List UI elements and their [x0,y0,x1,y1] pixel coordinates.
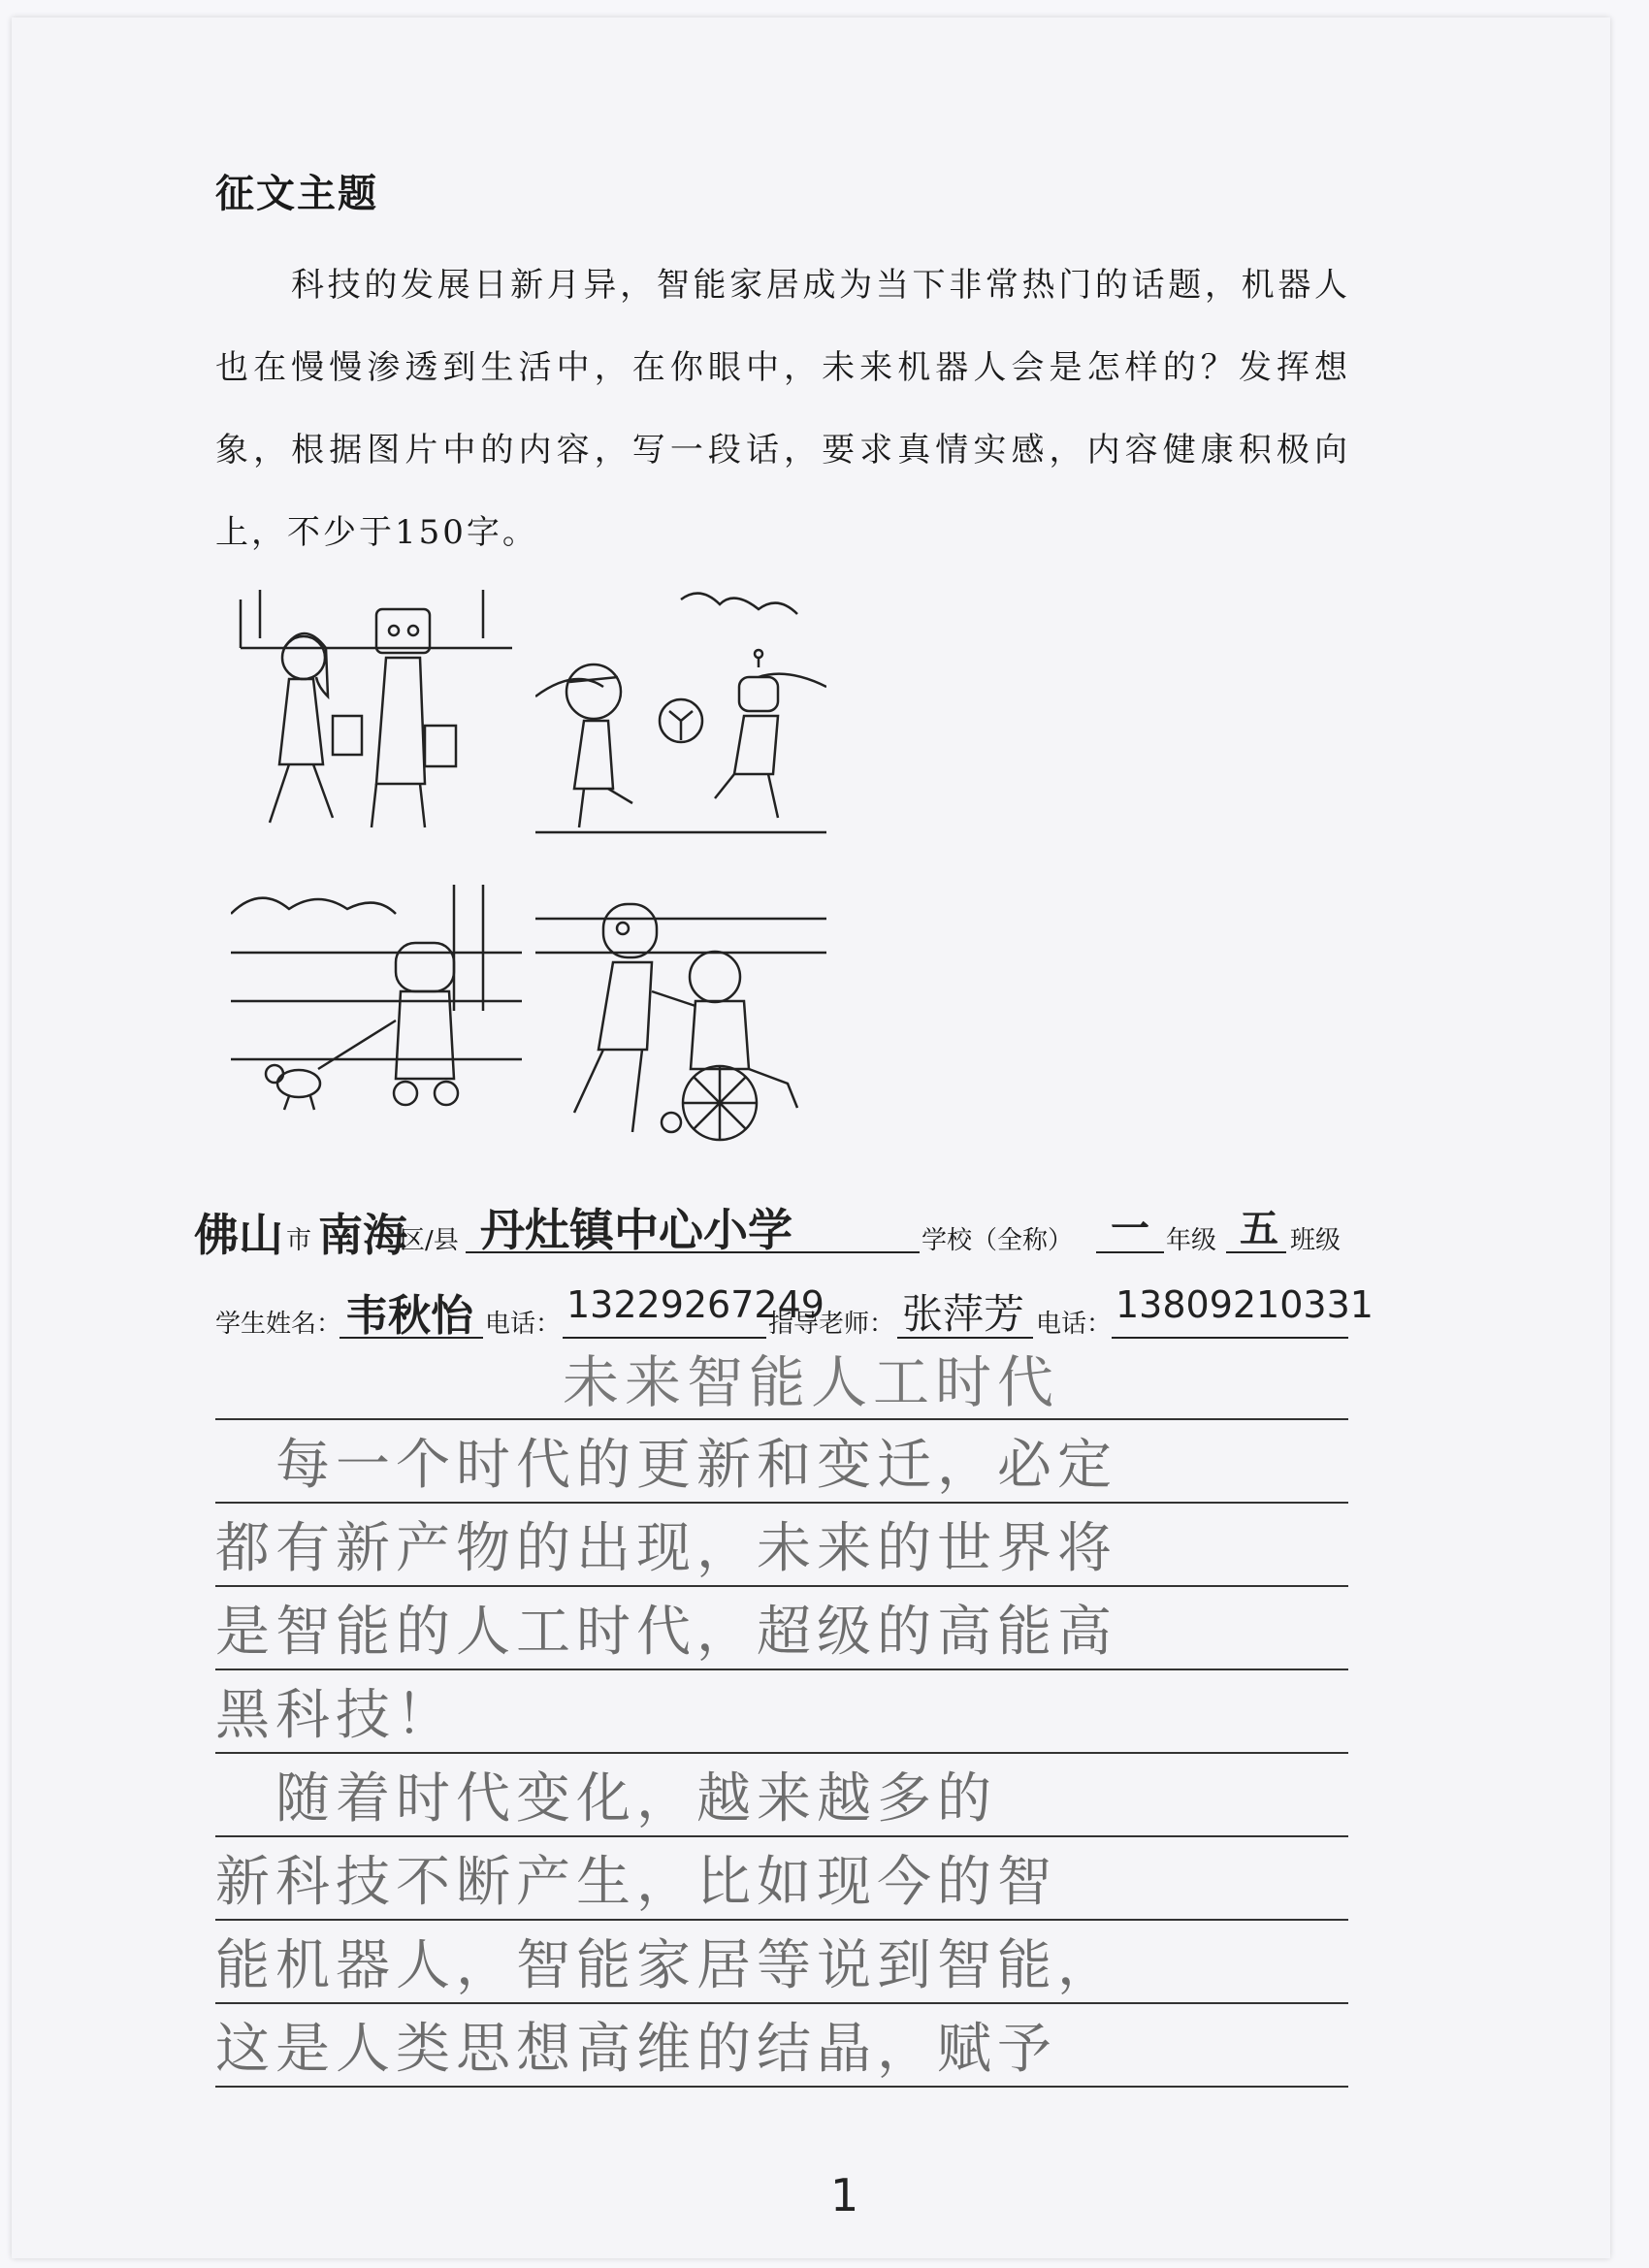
school-value: 丹灶镇中心小学 [480,1204,792,1256]
teacher-value: 张萍芳 [902,1290,1025,1338]
teacher-phone-value: 13809210331 [1116,1283,1374,1326]
student-underline [340,1337,483,1339]
illustration-robot-dog-walk [231,885,522,1127]
essay-line-7: 能机器人，智能家居等说到智能， [215,1934,1117,1997]
city-value: 佛山 [194,1209,283,1261]
grade-value: 一 [1111,1207,1149,1251]
student-label: 学生姓名： [215,1310,342,1339]
illustration-robot-soccer [535,580,826,842]
essay-line-4: 黑科技！ [215,1684,456,1747]
class-value: 五 [1240,1207,1278,1251]
essay-line-5: 随着时代变化，越来越多的 [215,1767,997,1831]
district-label: 区/县 [400,1226,459,1255]
essay-line-6: 新科技不断产生，比如现今的智 [215,1851,1057,1914]
district-value: 南海 [318,1209,407,1261]
essay-line-1: 每一个时代的更新和变迁，必定 [215,1434,1117,1497]
student-value: 韦秋怡 [345,1291,473,1341]
class-label: 班级 [1290,1226,1342,1255]
page-number: 1 [830,2169,859,2221]
city-label: 市 [286,1226,312,1255]
illustration-robot-wheelchair [535,885,826,1147]
school-underline [466,1251,920,1253]
grade-label: 年级 [1166,1226,1217,1255]
phone-value: 13229267249 [566,1283,824,1326]
essay-title: 未来智能人工时代 [563,1349,1060,1415]
essay-prompt: 科技的发展日新月异，智能家居成为当下非常热门的话题，机器人也在慢慢渗透到生活中，在你眼中，未来机器人会是怎样的？发挥想象，根据图片中的内容，写一段话，要求真情实感，内容健康积极向上，不少于150字。 [215,266,1350,552]
teacher-phone-underline [1112,1337,1348,1339]
school-label: 学校（全称） [922,1226,1074,1255]
section-heading: 征文主题 [215,172,378,216]
class-underline [1226,1251,1286,1253]
teacher-phone-label: 电话： [1036,1310,1113,1339]
essay-line-8: 这是人类思想高维的结晶，赋予 [215,2018,1057,2081]
illustration-robot-shopping [231,580,522,842]
essay-line-3: 是智能的人工时代，超级的高能高 [215,1601,1117,1664]
teacher-label: 指导老师： [768,1310,895,1339]
grade-underline [1096,1251,1164,1253]
essay-line-2: 都有新产物的出现，未来的世界将 [215,1517,1117,1580]
phone-label: 电话： [485,1310,562,1339]
